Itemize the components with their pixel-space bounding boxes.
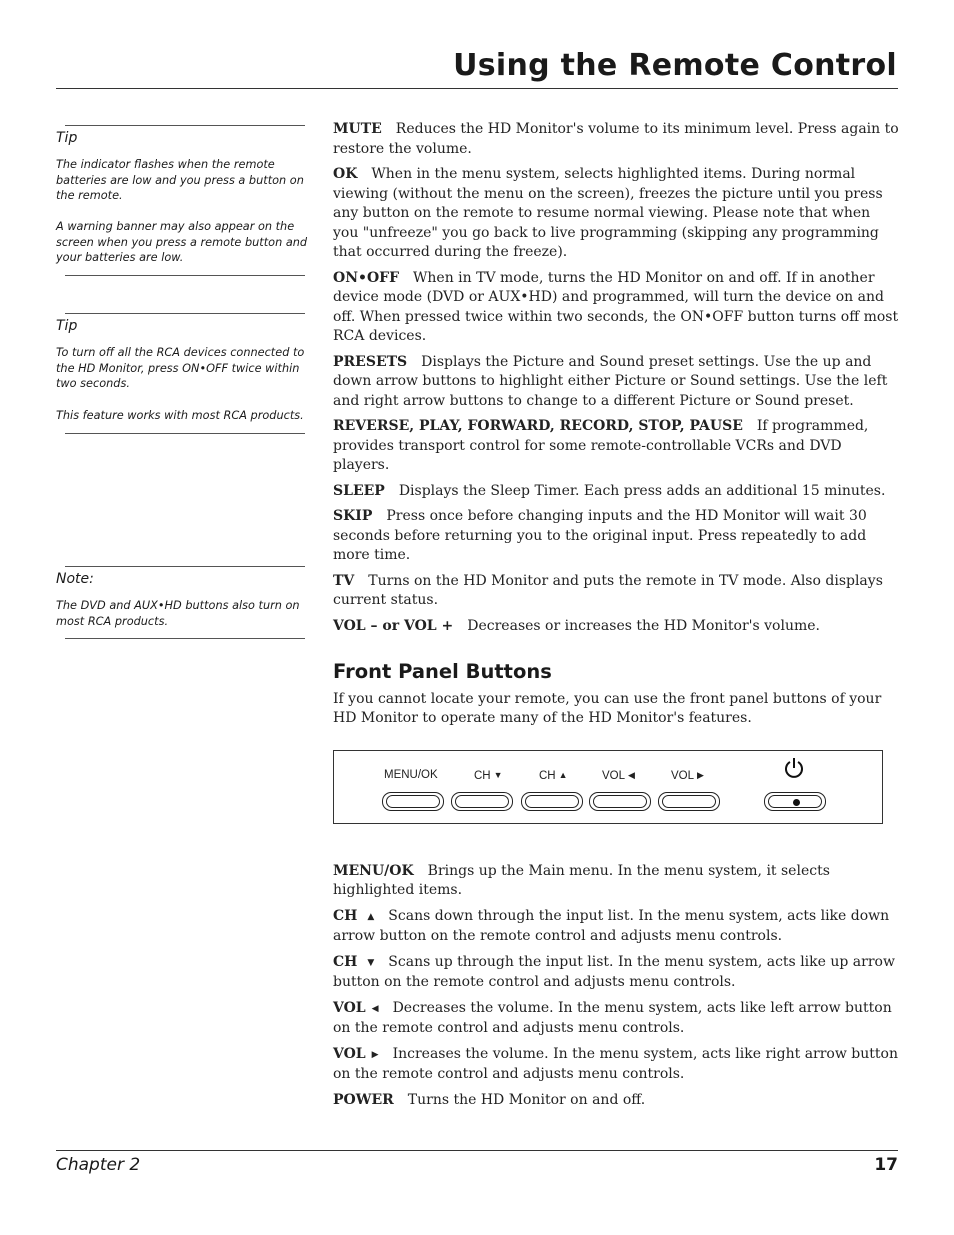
term-text: VOL [333, 999, 366, 1016]
term [333, 1046, 379, 1062]
term: ON•OFF [333, 269, 400, 286]
definition-text: Decreases the volume. In the menu system, acts like left arrow button on the remote control and adjusts menu controls. [333, 999, 892, 1036]
definition-ok [333, 165, 899, 263]
panel-label-vol-left [602, 766, 635, 787]
power-icon [783, 757, 805, 779]
down-triangle-icon: ▼ [367, 957, 375, 968]
section-intro: If you cannot locate your remote, you can use the front panel buttons of your HD Monitor to operate many of the HD Monitor's features. [333, 690, 882, 726]
chapter-label: Chapter 2 [56, 1155, 141, 1175]
definition-text: If programmed, provides transport control for some remote-controllable VCRs and DVD players. [333, 418, 869, 473]
panel-label-menu: MENU/OK [384, 768, 438, 781]
divider [65, 638, 305, 639]
note-box [56, 566, 305, 638]
definition-text: Brings up the Main menu. In the menu system, it selects highlighted items. [333, 862, 830, 898]
label-text: CH [539, 769, 556, 782]
up-triangle-icon: ▲ [367, 911, 375, 922]
definition-text: Displays the Sleep Timer. Each press adds an additional 15 minutes. [398, 482, 886, 499]
footer-rule [56, 1150, 898, 1151]
tip-text: A warning banner may also appear on the screen when you press a remote button and your batteries are low. [56, 220, 308, 265]
label-text: VOL [671, 769, 695, 782]
term: MUTE [333, 121, 382, 137]
term: SLEEP [333, 482, 385, 499]
definition-text: Increases the volume. In the menu system, acts like right arrow button on the remote control and adjusts menu controls. [333, 1045, 898, 1082]
vol-right-button[interactable] [658, 792, 720, 811]
definition-text: Turns on the HD Monitor and puts the remote in TV mode. Also displays current status. [333, 572, 883, 608]
definition-text: Decreases or increases the HD Monitor's volume. [467, 617, 820, 634]
right-triangle-icon: ▶ [371, 1049, 379, 1060]
right-triangle-icon: ▶ [697, 769, 704, 780]
tip-text: This feature works with most RCA products. [56, 409, 304, 422]
panel-label-vol-right [671, 766, 704, 787]
tip-text: The indicator flashes when the remote batteries are low and you press a button on the remote. [56, 158, 304, 203]
definition-text: Displays the Picture and Sound preset settings. Use the up and down arrow buttons to highlight either Picture or Sound settings. Use the left and right arrow buttons to change to a different Picture or Sound preset. [333, 353, 888, 409]
definition-mute [333, 120, 899, 159]
tip-heading: Tip [56, 130, 78, 146]
divider [65, 125, 305, 126]
definition-panel-ch-down [333, 953, 899, 993]
tip-box [56, 125, 308, 275]
vol-left-button[interactable] [589, 792, 651, 811]
definition-text: Scans down through the input list. In the menu system, acts like down arrow button on the remote control and adjusts menu controls. [333, 907, 890, 944]
term: TV [333, 572, 355, 589]
definition-panel-menu [333, 862, 899, 901]
note-heading: Note: [56, 571, 94, 587]
note-text: The DVD and AUX•HD buttons also turn on most RCA products. [56, 599, 300, 628]
term [333, 954, 374, 970]
power-button[interactable] [764, 792, 826, 811]
left-triangle-icon: ◀ [371, 1003, 379, 1014]
definition-presets [333, 353, 899, 412]
definition-skip [333, 507, 899, 566]
term [333, 908, 374, 924]
definition-text: Scans up through the input list. In the menu system, acts like up arrow button on the remote control and adjusts menu controls. [333, 953, 895, 990]
term: REVERSE, PLAY, FORWARD, RECORD, STOP, PAUSE [333, 418, 743, 434]
definition-text: Press once before changing inputs and the HD Monitor will wait 30 seconds before returning you to the original input. Press repeatedly to add more time. [333, 508, 867, 563]
ch-down-button[interactable] [451, 792, 513, 811]
divider [65, 566, 305, 567]
menu-ok-button[interactable] [382, 792, 444, 811]
divider [65, 433, 305, 434]
left-triangle-icon: ◀ [628, 769, 635, 780]
section-title: Front Panel Buttons [333, 660, 552, 683]
definition-panel-ch-up [333, 907, 899, 947]
page-title: Using the Remote Control [453, 48, 897, 83]
term-text: VOL [333, 1045, 366, 1062]
divider [65, 313, 305, 314]
tip-box [56, 313, 305, 433]
definition-tv [333, 572, 899, 611]
definition-panel-vol-left [333, 999, 899, 1039]
header-rule [56, 88, 898, 89]
definition-sleep [333, 482, 899, 502]
main-content [333, 120, 899, 1116]
term: POWER [333, 1091, 394, 1108]
divider [65, 275, 305, 276]
front-panel-diagram [333, 750, 883, 824]
definition-panel-power [333, 1091, 899, 1111]
definition-on-off [333, 269, 899, 347]
definition-transport [333, 417, 899, 476]
term-text: CH [333, 907, 358, 924]
definition-vol [333, 617, 899, 637]
term-text: CH [333, 953, 358, 970]
term: MENU/OK [333, 862, 414, 879]
page-number: 17 [874, 1155, 898, 1175]
term: VOL – or VOL + [333, 617, 454, 634]
ch-up-button[interactable] [521, 792, 583, 811]
label-text: VOL [602, 769, 626, 782]
tip-text: To turn off all the RCA devices connected to the HD Monitor, press ON•OFF twice within two seconds. [56, 346, 305, 391]
indicator-dot-icon [793, 799, 800, 806]
panel-label-ch-down [474, 766, 503, 787]
definition-text: When in the menu system, selects highlighted items. During normal viewing (without the menu on the screen), freezes the picture until you press any button on the remote to resume normal viewing. Please note that when you "unfreeze" you go back to live programming (skipping any programming that occurred during the freeze). [333, 166, 883, 260]
definition-text: When in TV mode, turns the HD Monitor on and off. If in another device mode (DVD or AUX•HD) and programmed, will turn the device on and off. When pressed twice within two seconds, the ON•OFF button turns off most RCA devices. [333, 269, 899, 344]
term: SKIP [333, 508, 373, 524]
up-triangle-icon: ▲ [558, 769, 568, 780]
definition-text: Turns the HD Monitor on and off. [407, 1091, 646, 1108]
down-triangle-icon: ▼ [493, 769, 503, 780]
definition-text: Reduces the HD Monitor's volume to its minimum level. Press again to restore the volume. [333, 121, 899, 157]
definition-panel-vol-right [333, 1045, 899, 1085]
tip-heading: Tip [56, 318, 78, 334]
term: PRESETS [333, 353, 408, 370]
term: OK [333, 166, 358, 182]
panel-label-ch-up [539, 766, 568, 787]
term [333, 1000, 379, 1016]
label-text: CH [474, 769, 491, 782]
